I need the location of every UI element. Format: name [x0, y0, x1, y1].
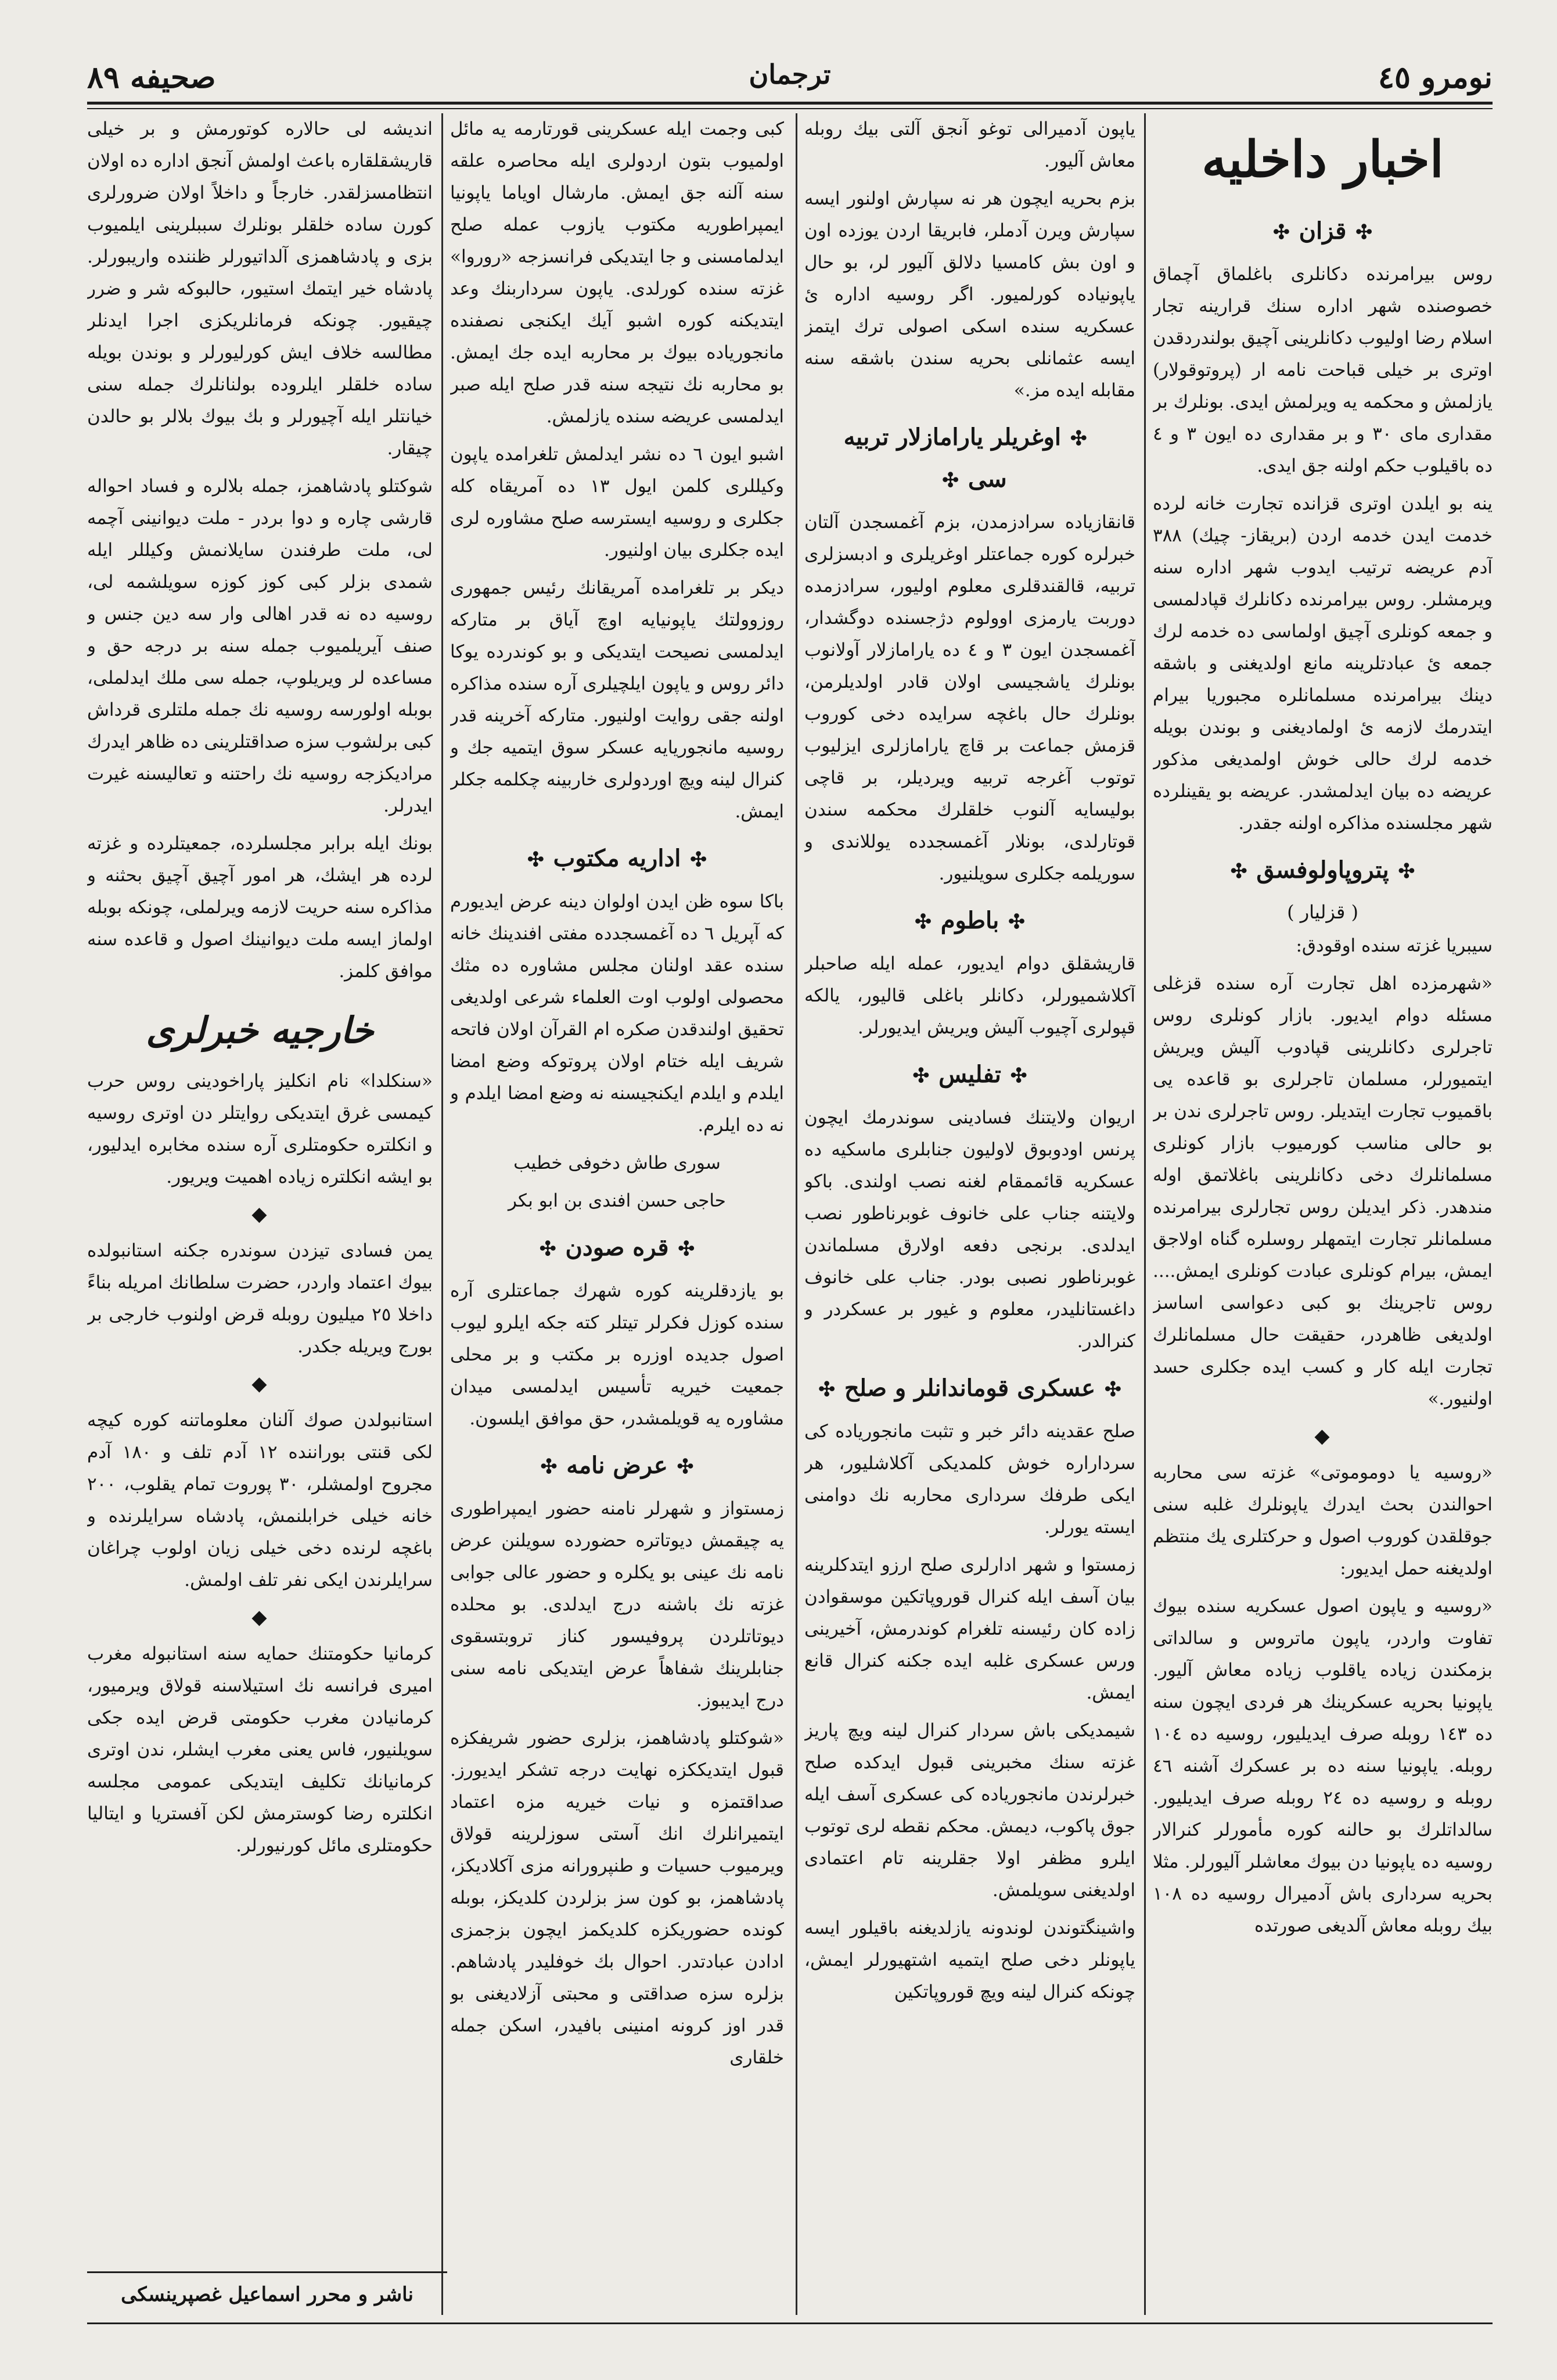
article-paragraph: دیكر بر تلغرامده آمریقانك رئیس جمهوری روزوولتك یاپونیایه اوچ آیاق بر متاركه ایدلمسی نصیحت ایتدیكی و بو كوندرده یوكا دائر روس و یاپون ایلچیلری آره سنده مذاكره اولنه جقی روایت اولنیور. متاركه آخرینه قدر روسیه مانجوریایه عسكر سوق ایتمیه جك و كنرال لینه ویچ اوردولری خاربینه چكلمه جكلر ایمش. — [450, 577, 784, 822]
section-title-editorial-letter: ✣اداریه مكتوب✣ — [527, 845, 707, 872]
article-paragraph: اندیشه لی حالاره كوتورمش و بر خیلی قاریشقلقاره باعث اولمش آنجق اداره ده اولان انتظامسزلقدر. خارجاً و داخلاً اولان ضرورلری كورن ساده خلقلر بونلرك سببلرینی ایلمیوب بزی و پادشاهمزی آلداتیورلر ظننده واریبورلر. پادشاه خیر ایتمك استیور، حالبوكه شر و ضرر چیقیور. چونكه فرمانلریكزی اجرا ایدنلر مطالسه خلاف ایش كورلیورلر و بوندن بویله ساده خلقلر ایلروده بولنانلرك جمله سنی خیانتلر ایله آچیورلر و بك بیوك بلالر بو حالدن چیقار. — [87, 119, 433, 459]
article-paragraph: یمن فسادی تیزدن سوندره جكنه استانبولده بیوك اعتماد واردر، حضرت سلطانك امریله بناءً داخلا ٢٥ میلیون روبله قرض اولنوب خارجی بر بورج ویریله جكدر. — [87, 1240, 433, 1357]
domestic-news-masthead: اخبار داخلیه — [1202, 130, 1444, 189]
section-title-petropavlovsk: ✣پتروپاولوفسق✣ — [1230, 856, 1415, 884]
article-paragraph: «شوكتلو پادشاهمز، بزلری حضور شریفكزه قبول ایتدیككزه نهایت درجه تشكر ایدیورز. صداقتمزه و نیات خیریه مزه اعتماد ایتمیرانلرك انك آستی سوزلرینه قولاق ویرمیوب حسیات و طنپرورانه مزی آكلادیكز، پادشاهمز، بو كون سز بزلردن كلدیكز، بوبله كونده حضوریكزه كلدیكمز ایچون بزجمزی ادادن عبادتدر. احوال بك خوفلیدر پادشاهم. بزلره سزه صداقتی و محبتی آزلادیغنی بو قدر اوز كرونه امنینی بافیدر، اسكن جمله خلقاری — [450, 1728, 784, 2068]
column-2 — [804, 113, 1135, 2321]
diamond-icon: ◆ — [251, 1372, 268, 1395]
diamond-icon: ◆ — [251, 1606, 268, 1629]
flourish-icon: ✣ — [1230, 860, 1247, 883]
section-title-karasu: ✣قره صودن✣ — [540, 1234, 695, 1261]
column-separator — [1144, 113, 1146, 2315]
article-paragraph: صلح عقدینه دائر خبر و تثبت مانجوریاده كی سرداراره خوش كلمدیكی آكلاشلیور، هر ایكی طرفك سرداری محاربه نك دوامنی ایسته یورلر. — [804, 1421, 1135, 1538]
article-paragraph: قاریشقلق دوام ایدیور، عمله ایله صاحبلر آكلاشمیورلر، دكانلر باغلی قالیور، یالكه قپولری آچیوب آلیش ویریش ایدیورلر. — [804, 953, 1135, 1038]
flourish-icon: ✣ — [1070, 427, 1087, 450]
flourish-icon: ✣ — [1398, 860, 1415, 883]
flourish-icon: ✣ — [1010, 1064, 1027, 1087]
flourish-icon: ✣ — [677, 1455, 694, 1478]
section-subtitle: ( قزلیار ) — [1287, 901, 1358, 923]
flourish-icon: ✣ — [1008, 910, 1025, 934]
article-paragraph: كرمانیا حكومتنك حمایه سنه استانبوله مغرب امیری فرانسه نك استیلاسنه قولاق ویرمیور، كرمانیادن مغرب حكومتی قرض ایده جكی سویلنیور، فاس یعنی مغرب ایشلر، ندن اوتری كرمانیانك تكلیف ایتدیكی عمومی مجلسه انكلتره رضا كوسترمش لكن آفستریا و ایتالیا حكومتلری مائل كورنیورلر. — [87, 1643, 433, 1856]
section-title-military-peace: ✣عسكری قوماندانلر و صلح✣ — [818, 1374, 1121, 1402]
article-paragraph: روس بیرامرنده دكانلری باغلماق آچماق خصوصنده شهر اداره سنك قرارینه تجار اسلام رضا اولیوب دكانلرینی آچیق بولندردقدن اوتری بر خیلی قباحت نامه ار (پروتوقولار) یازلمش و محكمه یه ویرلمش ایدی. بونلرك بر مقداری مای ٣٠ و بر مقداری ده ایون ٣ و ٤ ده باقیلوب حكم اولنه جق ایدی. — [1153, 264, 1493, 476]
newspaper-title: ترجمان — [749, 59, 831, 90]
header-rule-thin — [87, 108, 1493, 109]
article-paragraph: كبی وجمت ایله عسكرینی قورتارمه یه مائل اولمیوب بتون اردولری ایله محاصره علقه سنه آلنه جق ایمش. مارشال اویاما یاپونیا ایمپراطوریه مكتوب یازوب عمله صلح ایدلمامسنی و جا ایتدیكی فرانسزجه «روروا» غزته سنده كورلدی. یاپون سرداربنك وعد ایتدیكنه كوره اشبو آیك ایكنجی نصفنده مانجوریاده بیوك بر محاربه ایده جك ایمش. بو محاربه نك نتیجه سنه قدر صلح ایله صبر ایدلمسی عریضه سنده یازلمش. — [450, 119, 784, 427]
section-title-kazan: ✣قزان✣ — [1273, 217, 1372, 245]
flourish-icon: ✣ — [540, 1455, 558, 1478]
section-title-thieves: ✣اوغریلر یارامازلار تربیه سی✣ — [843, 423, 1087, 493]
article-paragraph: «روسیه یا دوموموتی» غزته سی محاربه احوالندن بحث ایدرك یاپونلرك غلبه سنی جوقلقدن كوروب اصول و حركتلری یك منتظم اولدیغنه حمل ایدیور: — [1153, 1462, 1493, 1579]
article-paragraph: اشبو ایون ٦ ده نشر ایدلمش تلغرامده یاپون وكیللری كلمن ایول ١٣ ده آمریقاه كله جكلری و روسیه ایسترسه صلح مشاوره لری ایده جكلری بیان اولنیور. — [450, 444, 784, 561]
flourish-icon: ✣ — [1355, 221, 1372, 244]
article-paragraph: باكا سوه ظن ایدن اولوان دینه عرض ایدیورم كه آپریل ٦ ده آغمسجدده مفتی افندینك خانه سنده عقد اولنان مجلس مشاوره ده مثك محصولی اولوب اوت العلماء شرعی اولدیغی تحقیق اولندقدن صكره ام القرآن اولان فاتحه شریف ایله ختام اولان پروتوكه وضع امضا ایلدم و ایلدم ایكنجیسنه نه وضع امضا ایلدم و نه ده ایلرم. — [450, 891, 784, 1136]
flourish-icon: ✣ — [540, 1237, 556, 1261]
article-paragraph: اریوان ولایتنك فسادینی سوندرمك ایچون پرنس اودوبوق لاولیون جنابلری ماسكیه ده عسكریه قائممقام لغنه نصب اولندی. باكو ولایتنه جناب علی خانوف غوبرناطور نصب ایدلدی. برنجی دفعه اولارق مسلماندن غوبرناطور نصبی بودر. جناب علی خانوف داغستانلیدر، معلوم و غیور بر عسكردر و كنرالدر. — [804, 1107, 1135, 1352]
flourish-icon: ✣ — [915, 910, 932, 934]
article-paragraph: ینه بو ایلدن اوتری قزانده تجارت خانه لرده خدمت ایدن خدمه اردن (بریقاز- چیك) ٣٨٨ آدم عریضه ترتیب ایدوب شهر اداره سنه ویرمشلر. روس بیرامرنده دكانلرك قپادلمسی و جمعه كونلری آچیق اولماسی ده خدمه لرك جمعه ئ عبادتلرینه مانع اولدیغنی و باشقه دینك بیرامرنده مسلمانلره مجبوریا بیرام ایتدرمك لازمه ئ اولمادیغنی و بوندن بویله خدمه لرك حالی خوش اولمدیغی مذكور عریضه ده بیان ایدلمشدر. عریضه بو یقینلرده شهر مجلسنده مذاكره اولنه جقدر. — [1153, 493, 1493, 834]
article-paragraph: یاپون آدمیرالی توغو آنجق آلتی بیك روبله معاش آلیور. — [804, 119, 1135, 171]
section-title-tiflis: ✣تفلیس✣ — [912, 1061, 1027, 1088]
publisher-footer: ناشر و محرر اسماعیل غصپرینسكی — [121, 2283, 413, 2306]
column-separator — [796, 113, 797, 2315]
column-3 — [450, 113, 784, 2321]
article-paragraph: «روسیه و یاپون اصول عسكریه سنده بیوك تفاوت واردر، یاپون ماتروس و سالداتی بزمكندن زیاده یاقلوب زیاده معاش آلیور. یاپونیا بحریه عسكرینك هر فردی ایچون سنه ده ١٤٣ روبله صرف ایدیلیور، روسیه ده ١٠٤ روبله. یاپونیا سنه ده بر عسكرك آشنه ٤٦ روبله و روسیه ده ٢٤ روبله صرف ایدیلیور. سالداتلرك بو حالنه كوره مأمورلر كنرالار روسیه ده یاپونیا دن بیوك معاشلر آلیورلر. مثلا بحریه سرداری باش آدمیرال روسیه ده ١٠٨ بیك روبله معاش آلدیغی صورتده — [1153, 1596, 1493, 1936]
article-paragraph: زمستواز و شهرلر نامنه حضور ایمپراطوری یه چیقمش دیوتاتره حضورده سویلنن عرض نامه نك عینی بو یكلره و حضور عالی جوابی غزته نك باشنه درج ایدلدی. بو محلده دیوتاتلردن پروفیسور كناز تروبتسقوی جنابلرینك شفاهاً عرض ایتدیكی نامه سنی درج ایدیبوز. — [450, 1498, 784, 1711]
column-separator — [441, 113, 443, 2315]
divider-ornament — [87, 1370, 433, 1398]
foreign-news-heading: خارجیه خبرلری — [146, 1009, 374, 1051]
section-title-petition: ✣عرض نامه✣ — [540, 1452, 694, 1479]
diamond-icon: ◆ — [251, 1202, 268, 1226]
flourish-icon: ✣ — [942, 469, 959, 492]
article-lead: سیبریا غزته سنده اوقودق: — [1296, 935, 1493, 956]
flourish-icon: ✣ — [678, 1237, 695, 1261]
article-paragraph: «شهرمزده اهل تجارت آره سنده قزغلی مسئله دوام ایدیور. بازار كونلری روس تاجرلری دكانلرینی قپادوب آلیش ویریش ایتمیورلر، مسلمان تاجرلری بو قاعده یی باقمیوب تجارت ایتدیلر. روس تاجرلری ندن بر بو حالی مناسب كورمیوب بازار كونلری مسلمانلرك دخی دكانلرینی باغلاتمق اوله مندهدر. ذكر ایدیلن روس تجارلری بیرامرنده مسلمانلر تجارت ایتمهلر روسلره گناه اولاجق ایمش، بیرام كونلری عبادت كونلری ایمش.... روس تاجرینك بو كبی دعواسی اساسز اولدیغی ظاهردر، حقیقت حال مسلمانلرك تجارت ایله كار و كسب ایده جكلری حسد اولنیور.» — [1153, 973, 1493, 1409]
column-1 — [1153, 113, 1493, 2321]
diamond-icon: ◆ — [1314, 1424, 1331, 1448]
flourish-icon: ✣ — [527, 848, 544, 871]
issue-number: نومرو ٤٥ — [1378, 60, 1493, 95]
divider-ornament — [1153, 1422, 1493, 1450]
article-paragraph: استانبولدن صوك آلنان معلوماتنه كوره كیچه لكی قنتی بوراننده ١٢ آدم تلف و ١٨٠ آدم مجروح اولمشلر، ٣٠ پوروت تمام یقلوب، ٢٠٠ خانه خیلی خرابلنمش، پادشاه سرایلرنده و باغچه لرنده دخی خیلی زیان اولوب چراغان سرایلرندن ایكی نفر تلف اولمش. — [87, 1410, 433, 1591]
bottom-rule — [87, 2322, 1493, 2324]
footer-rule — [87, 2271, 447, 2273]
article-paragraph: بونك ایله برابر مجلسلرده، جمعیتلرده و غزته لرده هر ایشك، هر امور آچیق آچیق بحثنه و مذاكره سنه حریت لازمه ویرلملی، چونكه بوبله اولماز ایسه ملت دیوانینك اصول و قاعده سنه موافق كلمز. — [87, 833, 433, 982]
flourish-icon: ✣ — [690, 848, 707, 871]
flourish-icon: ✣ — [818, 1378, 835, 1401]
article-paragraph: بزم بحریه ایچون هر نه سپارش اولنور ایسه سپارش ویرن آدملر، فابریقا اردن یوزده اون و اون بش كامسیا دلالق آلیور لر، بو حال یاپونیاده كورلمیور. اگر روسیه اداره ئ عسكریه سنده اسكی اصولی ترك ایتمز ایسه عثمانلی بحریه سندن باشقه سنه مقابله ایده مز.» — [804, 188, 1135, 401]
article-paragraph: شیمدیكی باش سردار كنرال لینه ویچ پاریز غزته سنك مخبرینی قبول ایدكده صلح خبرلرندن مانجوریاده كی عسكری آسف ایله جوق پاكوب، دیمش. محكم نقطه لری توتوب ایلرو مظفر اولا جقلرینه تام اعتمادی اولدیغنی سویلمش. — [804, 1720, 1135, 1901]
article-paragraph: «سنكلدا» نام انكلیز پاراخودینی روس حرب كیمسی غرق ایتدیكی روایتلر دن اوتری روسیه و انكلتره حكومتلری آره سنده مخابره ایدلیور، بو ایشه انكلتره زیاده اهمیت ویریور. — [87, 1071, 433, 1187]
header-rule — [87, 102, 1493, 105]
signature-line: سوری طاش دخوفی خطیب — [513, 1153, 721, 1173]
flourish-icon: ✣ — [1105, 1378, 1121, 1401]
signature-line: حاجی حسن افندی بن ابو بكر — [508, 1190, 726, 1211]
divider-ornament — [87, 1200, 433, 1228]
article-paragraph: قانقازیاده سرادزمدن، بزم آغمسجدن آلتان خبرلره كوره جماعتلر اوغریلری و ادبسزلری تربیه، قالقندقلری معلوم اولیور، سرادزمده دوربت یارمزی اوولوم دژجسنده دوگشدار، آغمسجدن ایون ٣ و ٤ ده یارامازلار آولانوب بونلرك یاشجیسی اولان قادر اولدیلرمن، بونلرك حال باغچه سرایده دخی كوروب قزمش جماعت بر قاچ یارامازلری ایزلیوب توتوب آغرجه تربیه ویردیلر، بر قاچی بولیسایه آلنوب خلقلرك محكمه سندن قوتارلدی، بونلار آغمسجدده یوللاندی و سوریلمه جكلری سویلنیور. — [804, 512, 1135, 884]
section-title-batumi: ✣باطوم✣ — [915, 907, 1025, 934]
page-header — [87, 55, 1493, 102]
article-paragraph: واشینگتوندن لوندونه یازلدیغنه باقیلور ایسه یاپونلر دخی صلح ایتمیه اشتهیورلر ایمش، چونكه كنرال لینه ویچ قوروپاتكین — [804, 1918, 1135, 2002]
flourish-icon: ✣ — [1273, 221, 1290, 244]
article-paragraph: زمستوا و شهر ادارلری صلح ارزو ایتدكلرینه بیان آسف ایله كنرال قوروپاتكین موسقوادن زاده كان رئیسنه تلغرام كوندرمش، آخیرینی ورس عسكری غلبه ایده جكنه كنرال قانع ایمش. — [804, 1555, 1135, 1703]
column-4 — [87, 113, 433, 2263]
article-paragraph: شوكتلو پادشاهمز، جمله بلالره و فساد احواله قارشی چاره و دوا بردر - ملت دیوانینی آچمه لی، ملت طرفندن سایلانمش وكیللر ایله شمدی بزلر كبی كوز كوزه سویلشمه لی، روسیه ده نه قدر اهالی وار سه دین جنس و صنف آیریلمیوب جمله سنه بر درجه حق و مساعده لر ویریلوپ، جمله سی ملك ایدلملی، بوبله اولورسه روسیه نك جمله ملتلری قرداش كبی برلشوب سزه صداقتلرینی ده ظاهر ایدرك مرادیكزجه روسیه نك راحتنه و تعالیسنه غیرت ایدرلر. — [87, 476, 433, 816]
flourish-icon: ✣ — [912, 1064, 930, 1087]
article-paragraph: بو یازدقلرینه كوره شهرك جماعتلری آره سنده كوزل فكرلر تیتلر كته جكه ایلرو لیوب اصول جدیده اوزره بر مكتب و بر محلی جمعیت خیریه تأسیس ایدلمسی میدان مشاوره یه قویلمشدر، حق موافق ایلسون. — [450, 1280, 784, 1429]
divider-ornament — [87, 1603, 433, 1631]
page-number: صحیفه ٨٩ — [87, 60, 216, 95]
